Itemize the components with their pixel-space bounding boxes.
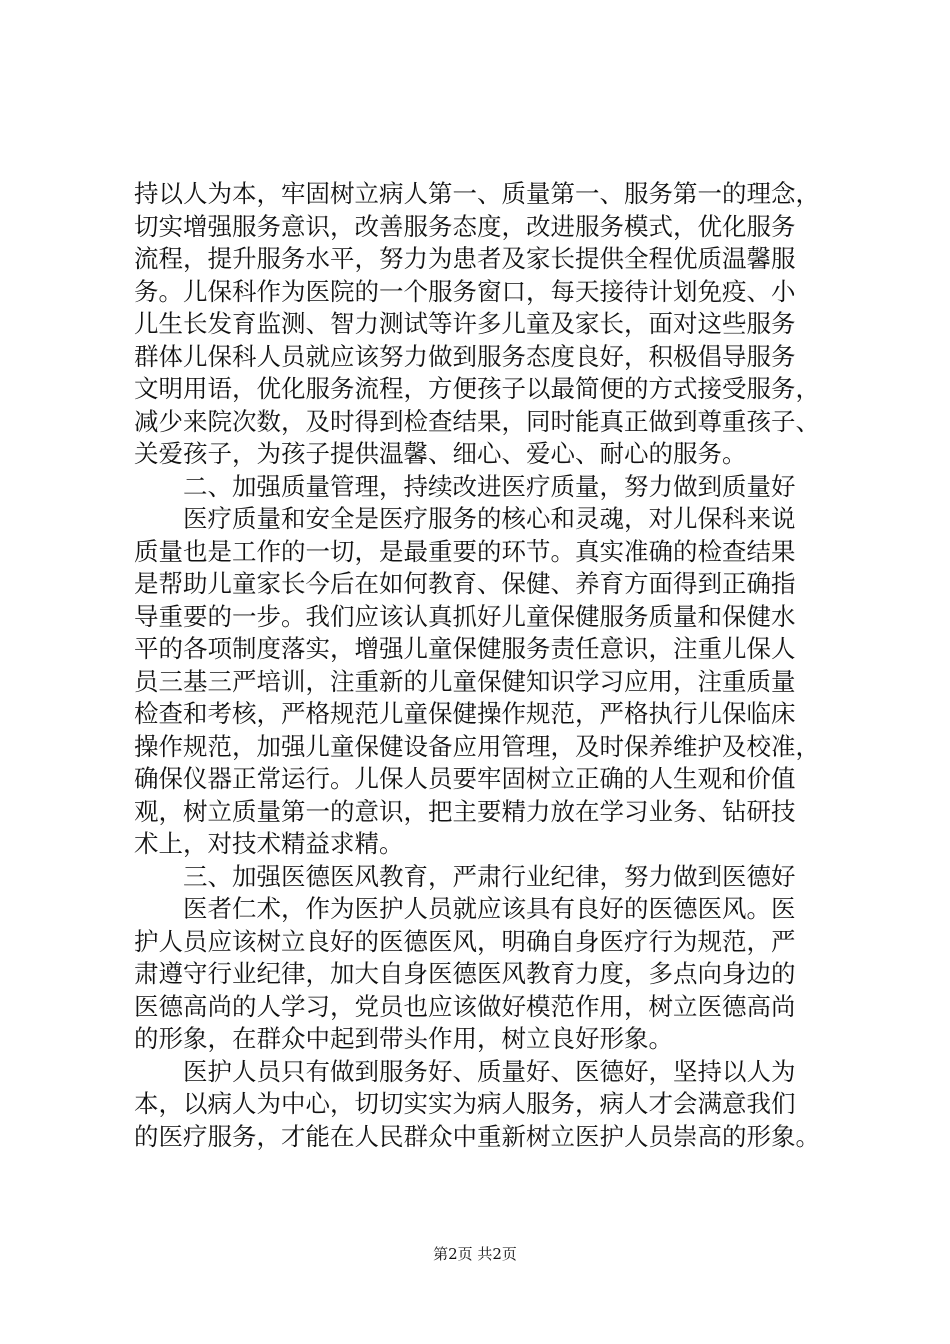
body-line: 平的各项制度落实，增强儿童保健服务责任意识，注重儿保人	[134, 634, 796, 663]
body-line: 文明用语，优化服务流程，方便孩子以最简便的方式接受服务，	[134, 374, 820, 403]
body-line: 医德高尚的人学习，党员也应该做好模范作用，树立医德高尚	[134, 991, 796, 1021]
paragraph-first-line: 医护人员只有做到服务好、质量好、医德好，坚持以人为	[183, 1056, 796, 1086]
body-line: 儿生长发育监测、智力测试等许多儿童及家长，面对这些服务	[134, 309, 796, 338]
body-line: 群体儿保科人员就应该努力做到服务态度良好，积极倡导服务	[134, 341, 796, 371]
section-heading: 二、加强质量管理，持续改进医疗质量，努力做到质量好	[183, 471, 796, 501]
body-line: 检查和考核，严格规范儿童保健操作规范，严格执行儿保临床	[134, 699, 796, 728]
body-line: 本，以病人为中心，切切实实为病人服务，病人才会满意我们	[134, 1089, 796, 1118]
paragraph-first-line: 医疗质量和安全是医疗服务的核心和灵魂，对儿保科来说	[183, 504, 796, 533]
page-number-footer: 第2页 共2页	[433, 1245, 517, 1263]
body-line: 持以人为本，牢固树立病人第一、质量第一、服务第一的理念，	[134, 179, 820, 208]
body-line: 质量也是工作的一切，是最重要的环节。真实准确的检查结果	[134, 536, 796, 566]
body-line: 务。儿保科作为医院的一个服务窗口，每天接待计划免疫、小	[134, 276, 796, 306]
document-body	[134, 178, 854, 1153]
body-line: 操作规范，加强儿童保健设备应用管理，及时保养维护及校准，	[134, 731, 820, 761]
body-line: 术上，对技术精益求精。	[134, 829, 404, 858]
body-line: 的形象，在群众中起到带头作用，树立良好形象。	[134, 1024, 673, 1053]
body-line: 的医疗服务，才能在人民群众中重新树立医护人员崇高的形象。	[134, 1121, 820, 1151]
body-line: 是帮助儿童家长今后在如何教育、保健、养育方面得到正确指	[134, 569, 796, 598]
body-line: 观，树立质量第一的意识，把主要精力放在学习业务、钻研技	[134, 796, 796, 826]
section-heading: 三、加强医德医风教育，严肃行业纪律，努力做到医德好	[183, 861, 796, 891]
body-line: 员三基三严培训，注重新的儿童保健知识学习应用，注重质量	[134, 666, 796, 696]
body-line: 切实增强服务意识，改善服务态度，改进服务模式，优化服务	[134, 211, 796, 241]
body-line: 确保仪器正常运行。儿保人员要牢固树立正确的人生观和价值	[134, 764, 796, 793]
body-line: 导重要的一步。我们应该认真抓好儿童保健服务质量和保健水	[134, 601, 796, 631]
body-line: 关爱孩子，为孩子提供温馨、细心、爱心、耐心的服务。	[134, 439, 747, 468]
body-line: 护人员应该树立良好的医德医风，明确自身医疗行为规范，严	[134, 926, 796, 956]
body-line: 减少来院次数，及时得到检查结果，同时能真正做到尊重孩子、	[134, 406, 820, 436]
body-line: 流程，提升服务水平，努力为患者及家长提供全程优质温馨服	[134, 244, 796, 273]
body-line: 肃遵守行业纪律，加大自身医德医风教育力度，多点向身边的	[134, 959, 796, 988]
paragraph-first-line: 医者仁术，作为医护人员就应该具有良好的医德医风。医	[183, 894, 796, 923]
